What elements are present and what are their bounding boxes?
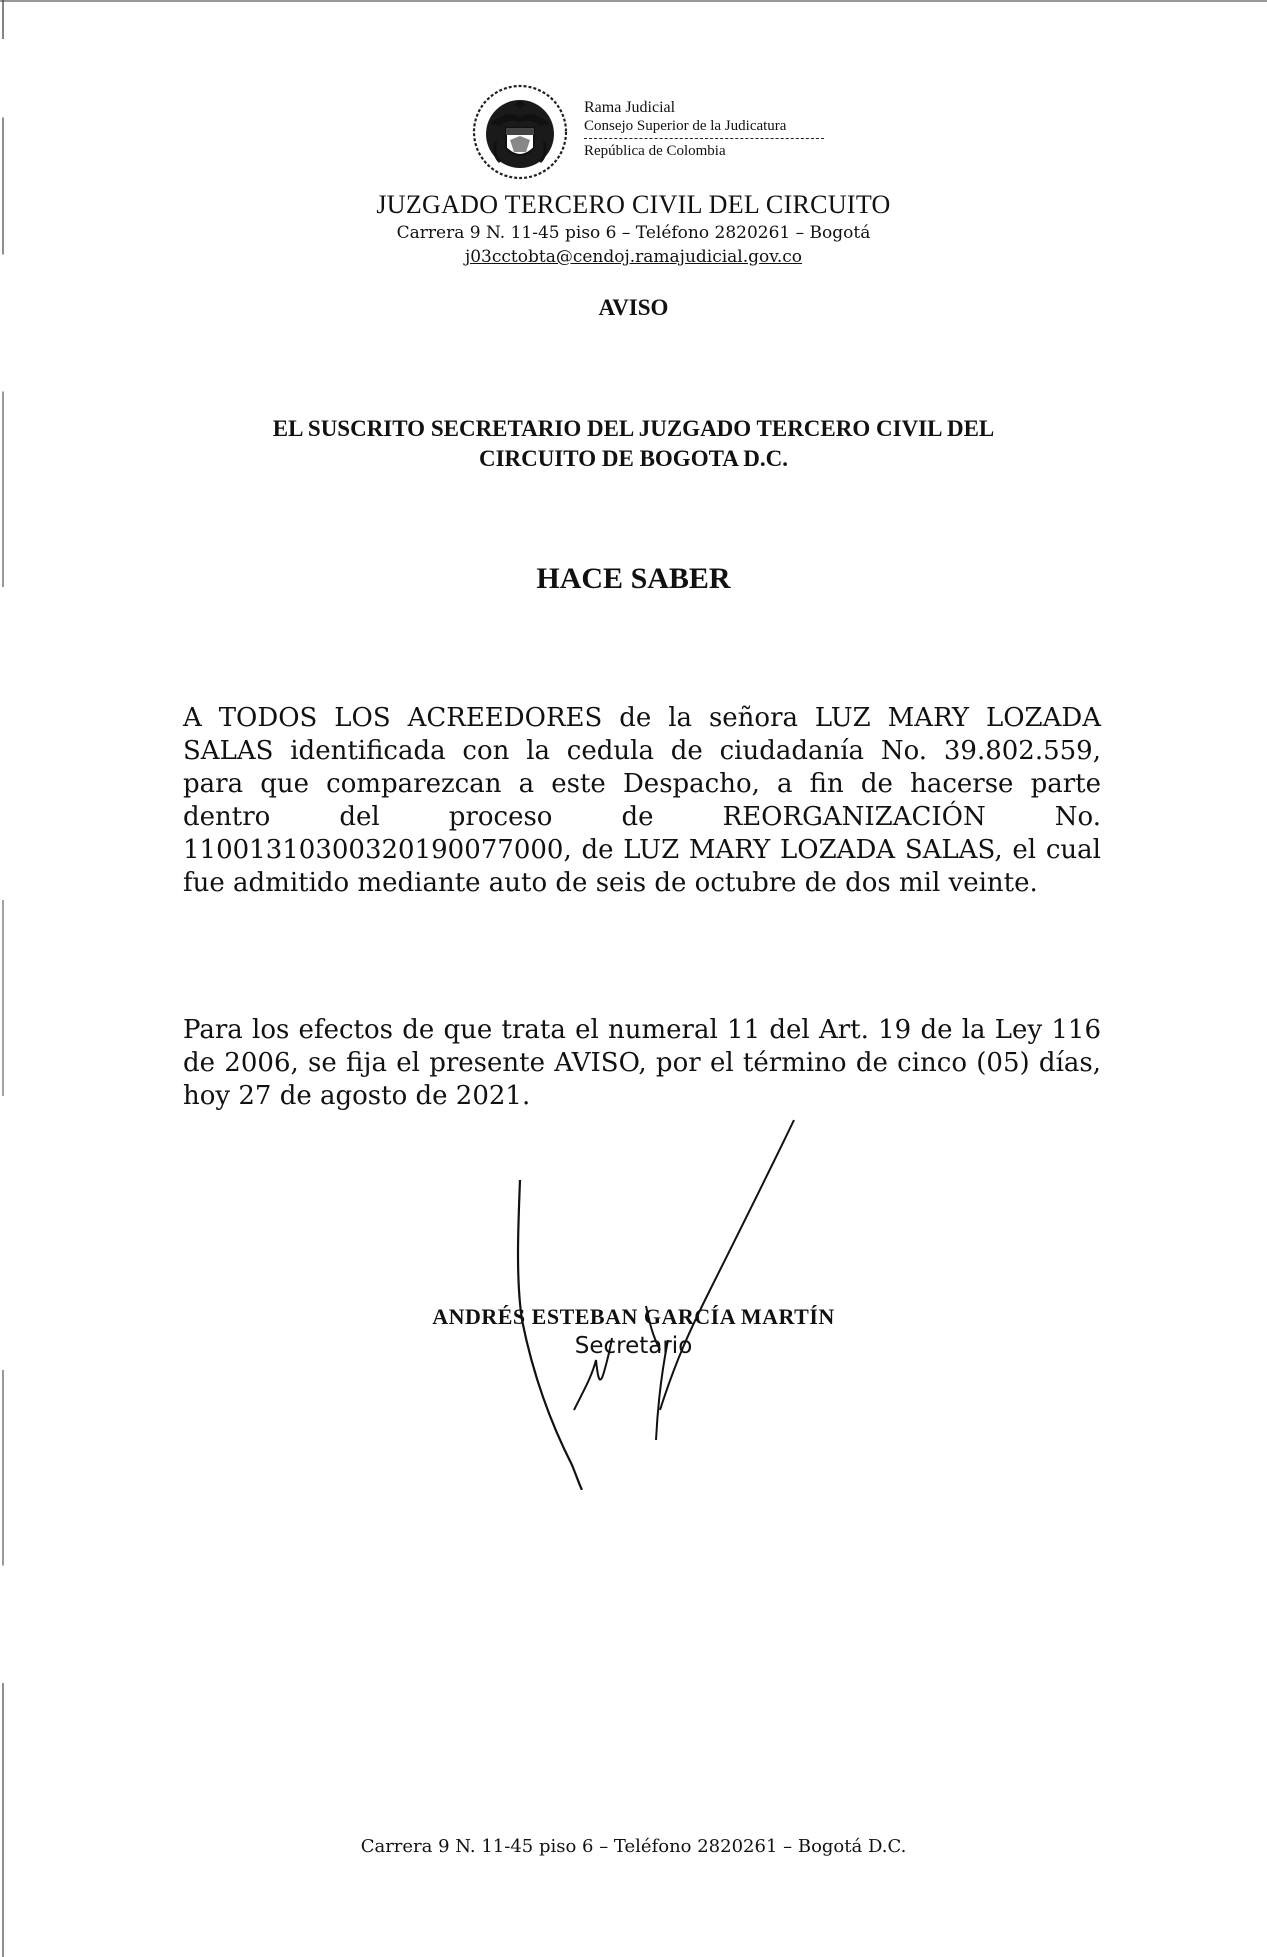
handwritten-signature: [500, 1110, 820, 1490]
notice-paragraph-term: Para los efectos de que trata el numeral 11 del Art. 19 de la Ley 116 de 2006, se fija el presente AVISO, por el término de cinco (05) días, hoy 27 de agosto de 2021.: [183, 1015, 1101, 1111]
scan-edge-top: [0, 0, 1267, 2]
signatory-role: Secretario: [574, 1333, 693, 1359]
issuer-line-1: EL SUSCRITO SECRETARIO DEL JUZGADO TERCERO CIVIL DEL: [272, 416, 995, 441]
notice-paragraph-creditors: A TODOS LOS ACREEDORES de la señora LUZ MARY LOZADA SALAS identificada con la cedula de ciudadanía No. 39.802.559, para que comparezcan a este Despacho, a fin de hacerse parte dentro del proceso de REORGANIZACIÓN No. 11001310300320190077000, de LUZ MARY LOZADA SALAS, el cual fue admitido mediante auto de seis de octubre de dos mil veinte.: [183, 703, 1101, 898]
org-line-republica: República de Colombia: [584, 143, 726, 159]
court-name: JUZGADO TERCERO CIVIL DEL CIRCUITO: [376, 190, 891, 219]
issuer-heading: [0, 414, 1267, 474]
document-title: AVISO: [598, 295, 669, 320]
org-line-rama-judicial: Rama Judicial: [584, 99, 676, 116]
judiciary-organization-block: [584, 98, 824, 161]
issuer-line-2: CIRCUITO DE BOGOTA D.C.: [478, 446, 789, 471]
court-address: Carrera 9 N. 11-45 piso 6 – Teléfono 2820261 – Bogotá: [396, 223, 871, 243]
page-footer-address: Carrera 9 N. 11-45 piso 6 – Teléfono 2820261 – Bogotá D.C.: [360, 1836, 907, 1857]
document-subtitle: HACE SABER: [536, 562, 731, 595]
org-divider: [584, 138, 824, 139]
scan-edge-left: [2, 0, 4, 1957]
signatory-name: ANDRÉS ESTEBAN GARCÍA MARTÍN: [432, 1304, 835, 1329]
court-email-link[interactable]: j03cctobta@cendoj.ramajudicial.gov.co: [464, 247, 803, 267]
org-line-consejo: Consejo Superior de la Judicatura: [584, 118, 787, 134]
colombia-coat-of-arms-seal-icon: [470, 82, 570, 182]
